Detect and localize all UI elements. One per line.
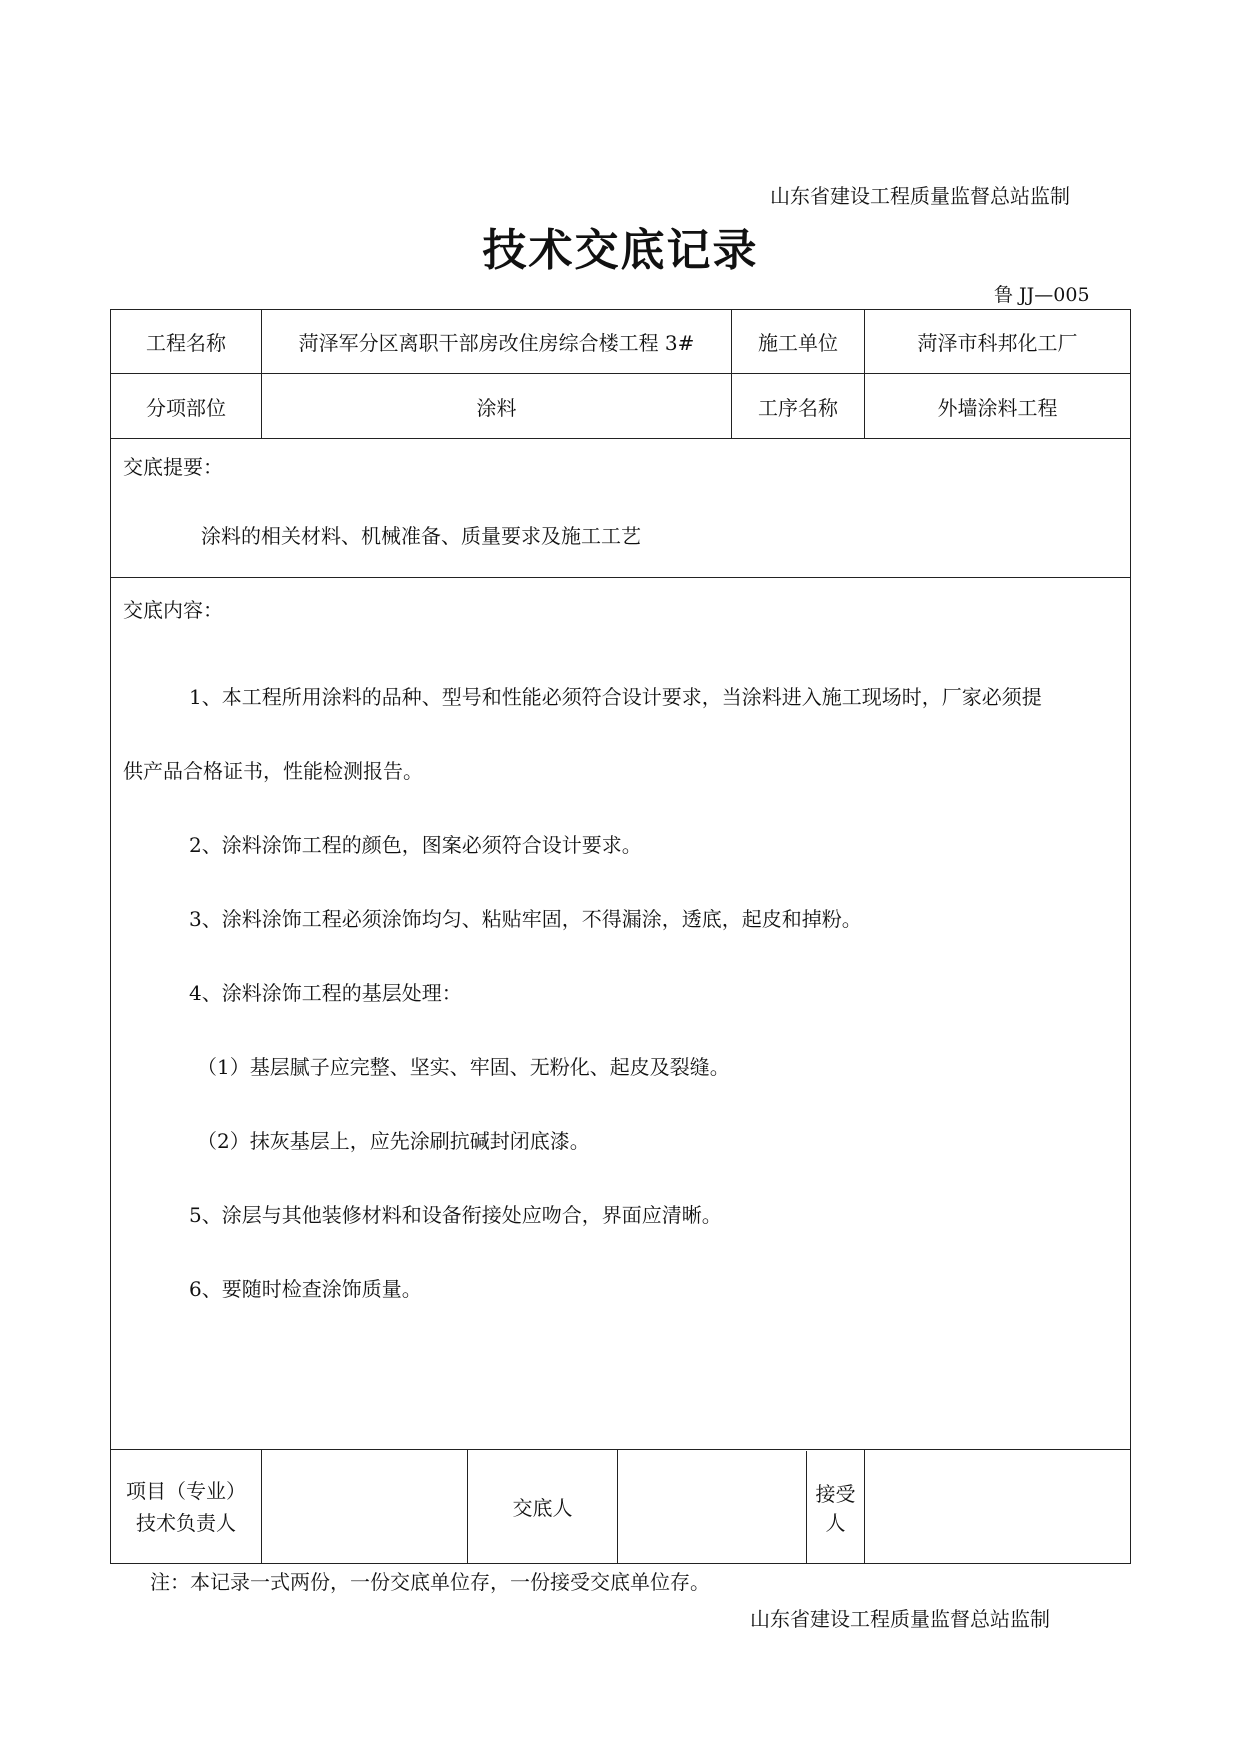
receiver-label: 接受人 (815, 1481, 856, 1535)
process-label: 工序名称 (732, 374, 865, 439)
content-item-1-line-2: 供产品合格证书，性能检测报告。 (123, 759, 423, 783)
tech-lead-label-line-1: 项目（专业） (126, 1478, 246, 1503)
content-row (111, 578, 1131, 1450)
content-item-4-2: （2）抹灰基层上，应先涂刷抗碱封闭底漆。 (197, 1129, 590, 1153)
form-code: 鲁 JJ—005 (994, 284, 1090, 306)
discloser-label: 交底人 (468, 1450, 618, 1564)
project-row (111, 310, 1131, 374)
content-item-3: 3、涂料涂饰工程必须涂饰均匀、粘贴牢固，不得漏涂，透底，起皮和掉粉。 (189, 907, 862, 931)
disclosure-form-table (110, 309, 1131, 1564)
project-name-value: 菏泽军分区离职干部房改住房综合楼工程 3# (262, 310, 732, 374)
summary-row (111, 439, 1131, 578)
summary-label: 交底提要： (123, 455, 223, 479)
top-supervisor-text: 山东省建设工程质量监督总站监制 (770, 184, 1070, 208)
summary-text: 涂料的相关材料、机械准备、质量要求及施工工艺 (201, 524, 641, 548)
content-item-2: 2、涂料涂饰工程的颜色，图案必须符合设计要求。 (189, 833, 642, 857)
content-item-5: 5、涂层与其他装修材料和设备衔接处应吻合，界面应清晰。 (189, 1203, 722, 1227)
contractor-label: 施工单位 (732, 310, 865, 374)
receiver-signature-field[interactable] (865, 1450, 1131, 1564)
tech-lead-label-line-2: 技术负责人 (136, 1510, 236, 1535)
process-value: 外墙涂料工程 (865, 374, 1131, 439)
sub-item-label: 分项部位 (111, 374, 262, 439)
discloser-signature-input[interactable] (618, 1451, 807, 1563)
content-item-6: 6、要随时检查涂饰质量。 (189, 1277, 422, 1301)
tech-lead-label (111, 1450, 262, 1564)
contractor-value: 菏泽市科邦化工厂 (865, 310, 1131, 374)
project-name-label: 工程名称 (111, 310, 262, 374)
content-item-4: 4、涂料涂饰工程的基层处理： (189, 981, 462, 1005)
discloser-signature-field (618, 1450, 865, 1564)
signature-row (111, 1450, 1131, 1564)
bottom-supervisor-text: 山东省建设工程质量监督总站监制 (750, 1607, 1050, 1631)
footnote: 注：本记录一式两份，一份交底单位存，一份接受交底单位存。 (150, 1570, 710, 1594)
document-title: 技术交底记录 (482, 225, 759, 276)
sub-item-row (111, 374, 1131, 439)
content-label: 交底内容： (123, 598, 223, 622)
summary-cell (111, 439, 1131, 578)
content-cell (111, 578, 1131, 1450)
discloser-split (618, 1451, 864, 1563)
tech-lead-signature-field[interactable] (262, 1450, 468, 1564)
content-item-1-line-1: 1、本工程所用涂料的品种、型号和性能必须符合设计要求，当涂料进入施工现场时，厂家必须提 (189, 685, 1042, 709)
content-item-4-1: （1）基层腻子应完整、坚实、牢固、无粉化、起皮及裂缝。 (197, 1055, 730, 1079)
sub-item-value: 涂料 (262, 374, 732, 439)
